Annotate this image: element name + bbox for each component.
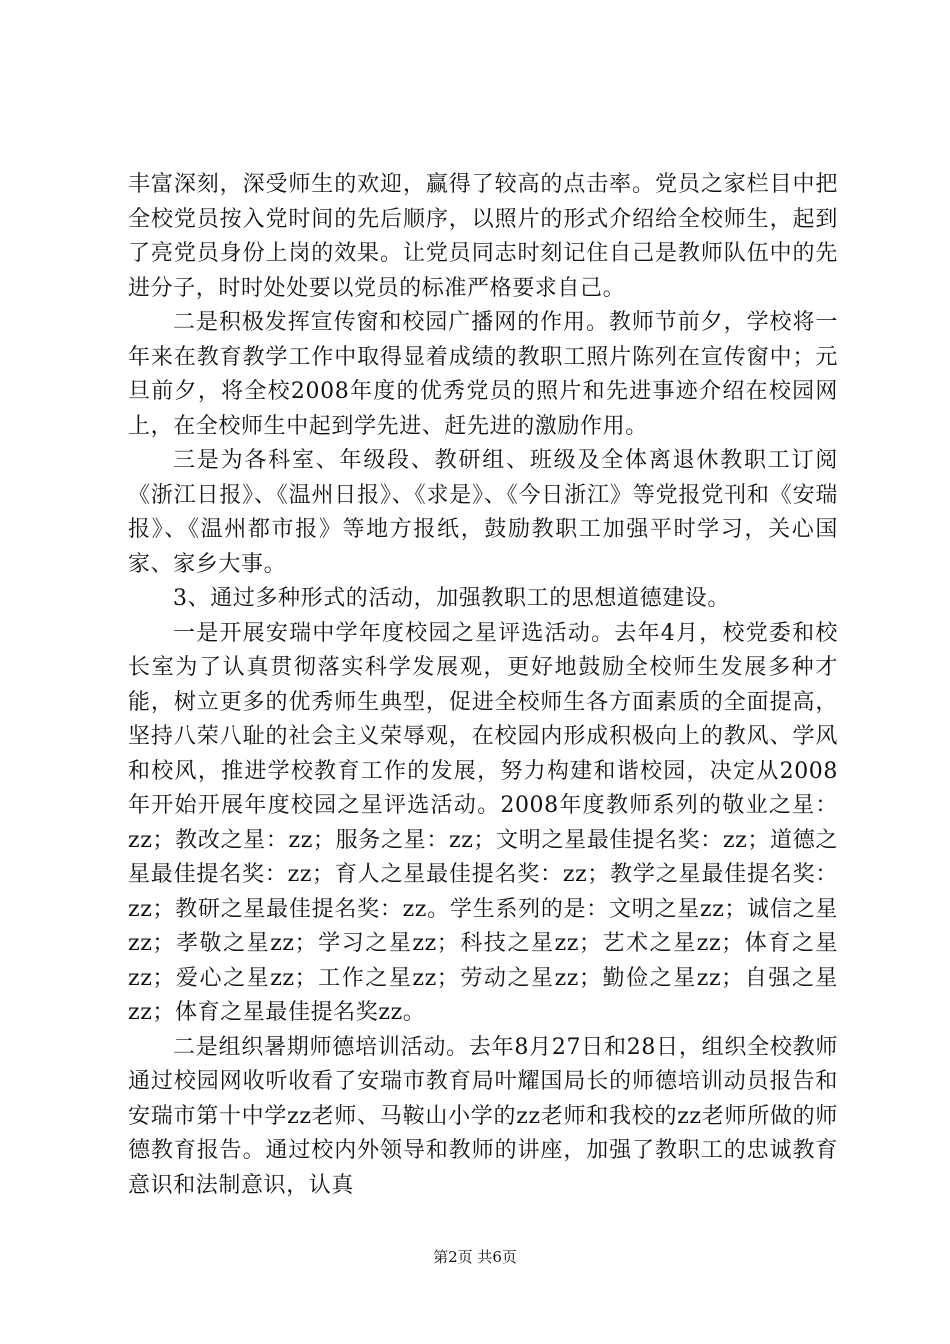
section-heading-3: 3、通过多种形式的活动，加强教职工的思想道德建设。 — [173, 586, 730, 611]
paragraph-5: 二是组织暑期师德培训活动。去年8月27日和28日，组织全校教师通过校园网收听收看了安瑞市教育局叶耀国局长的师德培训动员报告和安瑞市第十中学zz老师、马鞍山小学的zz老师和我校的zz老师所做的师德教育报告。通过校内外领导和教师的讲座，加强了教职工的忠诚教育意识和法制意识，认真 — [128, 1034, 838, 1198]
paragraph-3: 三是为各科室、年级段、教研组、班级及全体离退休教职工订阅《浙江日报》、《温州日报》、《求是》、《今日浙江》等党报党刊和《安瑞报》、《温州都市报》等地方报纸，鼓励教职工加强平时学习，关心国家、家乡大事。 — [128, 448, 838, 577]
paragraph-1: 丰富深刻，深受师生的欢迎，赢得了较高的点击率。党员之家栏目中把全校党员按入党时间的先后顺序，以照片的形式介绍给全校师生，起到了亮党员身份上岗的效果。让党员同志时刻记住自己是教师队伍中的先进分子，时时处处要以党员的标准严格要求自己。 — [128, 172, 838, 301]
page-footer: 第2页 共6页 — [433, 1248, 517, 1266]
document-body — [128, 168, 838, 1203]
paragraph-4: 一是开展安瑞中学年度校园之星评选活动。去年4月，校党委和校长室为了认真贯彻落实科学发展观，更好地鼓励全校师生发展多种才能，树立更多的优秀师生典型，促进全校师生各方面素质的全面提高，坚持八荣八耻的社会主义荣辱观，在校园内形成积极向上的教风、学风和校风，推进学校教育工作的发展，努力构建和谐校园，决定从2008年开始开展年度校园之星评选活动。2008年度教师系列的敬业之星：zz；教改之星：zz；服务之星：zz；文明之星最佳提名奖：zz；道德之星最佳提名奖：zz；育人之星最佳提名奖：zz；教学之星最佳提名奖：zz；教研之星最佳提名奖：zz。学生系列的是：文明之星zz；诚信之星zz；孝敬之星zz；学习之星zz；科技之星zz；艺术之星zz；体育之星zz；爱心之星zz；工作之星zz；劳动之星zz；勤俭之星zz；自强之星zz；体育之星最佳提名奖zz。 — [128, 620, 838, 1025]
paragraph-2: 二是积极发挥宣传窗和校园广播网的作用。教师节前夕，学校将一年来在教育教学工作中取得显着成绩的教职工照片陈列在宣传窗中；元旦前夕，将全校2008年度的优秀党员的照片和先进事迹介绍在校园网上，在全校师生中起到学先进、赶先进的激励作用。 — [128, 310, 838, 439]
